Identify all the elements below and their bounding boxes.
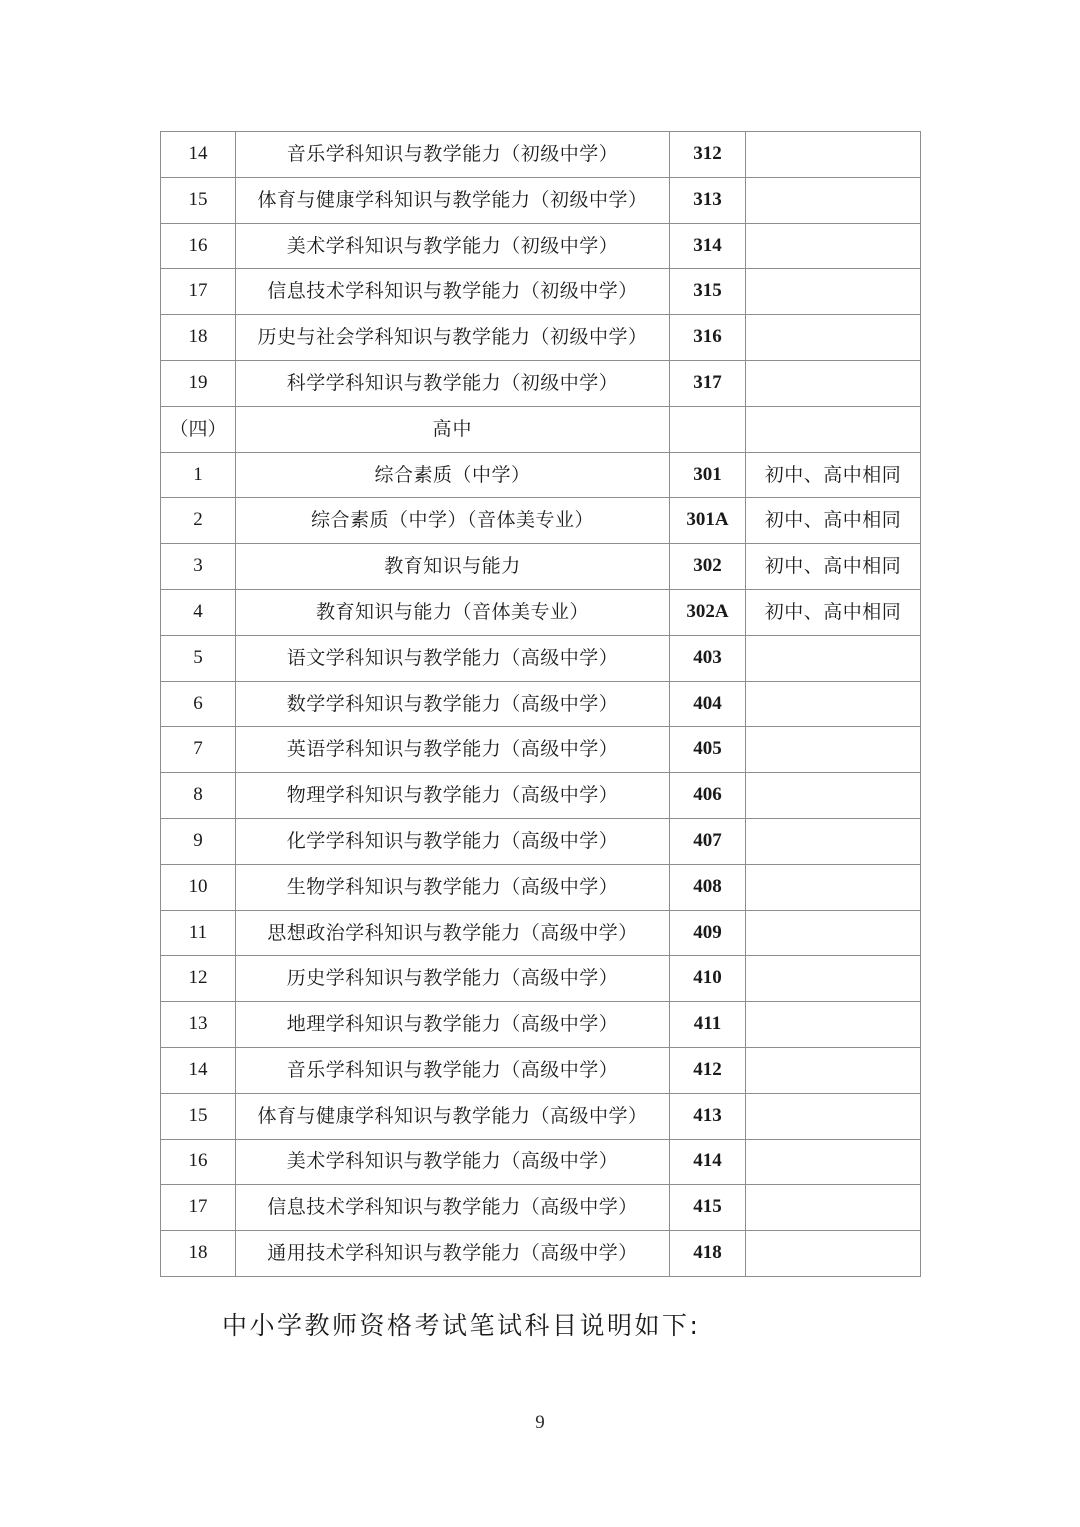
table-row	[161, 1047, 921, 1093]
table-row	[161, 910, 921, 956]
subject-note-cell	[746, 315, 921, 361]
subject-name-cell: 体育与健康学科知识与教学能力（高级中学）	[236, 1093, 670, 1139]
subject-note-cell	[746, 910, 921, 956]
subject-note-cell	[746, 956, 921, 1002]
row-index-cell: 15	[161, 177, 236, 223]
subject-code-cell: 418	[670, 1231, 746, 1277]
table-row	[161, 818, 921, 864]
row-index-cell: 10	[161, 864, 236, 910]
row-index-cell: 4	[161, 589, 236, 635]
subject-code-cell: 302A	[670, 589, 746, 635]
subject-name-cell: 综合素质（中学）（音体美专业）	[236, 498, 670, 544]
table-row	[161, 956, 921, 1002]
subject-name-cell: 音乐学科知识与教学能力（初级中学）	[236, 132, 670, 178]
row-index-cell: 18	[161, 1231, 236, 1277]
subject-code-cell: 411	[670, 1002, 746, 1048]
subject-name-cell: 通用技术学科知识与教学能力（高级中学）	[236, 1231, 670, 1277]
subject-name-cell: 教育知识与能力	[236, 544, 670, 590]
subject-name-cell: 科学学科知识与教学能力（初级中学）	[236, 360, 670, 406]
subject-code-cell: 414	[670, 1139, 746, 1185]
subject-name-cell: 美术学科知识与教学能力（高级中学）	[236, 1139, 670, 1185]
table-row	[161, 1093, 921, 1139]
subject-code-cell: 410	[670, 956, 746, 1002]
subject-code-cell: 301A	[670, 498, 746, 544]
group-index-cell: （四）	[161, 406, 236, 452]
row-index-cell: 2	[161, 498, 236, 544]
subject-name-cell: 综合素质（中学）	[236, 452, 670, 498]
table-caption: 中小学教师资格考试笔试科目说明如下:	[222, 1311, 701, 1340]
subject-name-cell: 语文学科知识与教学能力（高级中学）	[236, 635, 670, 681]
table-row	[161, 589, 921, 635]
subject-name-cell: 历史学科知识与教学能力（高级中学）	[236, 956, 670, 1002]
subject-note-cell: 初中、高中相同	[746, 589, 921, 635]
subject-name-cell: 思想政治学科知识与教学能力（高级中学）	[236, 910, 670, 956]
subject-note-cell	[746, 864, 921, 910]
subject-note-cell	[746, 773, 921, 819]
table-row	[161, 635, 921, 681]
table-row	[161, 360, 921, 406]
row-index-cell: 18	[161, 315, 236, 361]
table-row	[161, 1231, 921, 1277]
subject-name-cell: 体育与健康学科知识与教学能力（初级中学）	[236, 177, 670, 223]
table-row	[161, 681, 921, 727]
subject-note-cell	[746, 1093, 921, 1139]
subject-code-cell: 302	[670, 544, 746, 590]
subject-note-cell	[746, 635, 921, 681]
subject-name-cell: 教育知识与能力（音体美专业）	[236, 589, 670, 635]
table-row	[161, 773, 921, 819]
subject-code-cell: 404	[670, 681, 746, 727]
exam-subject-table	[160, 131, 921, 1277]
table-row	[161, 269, 921, 315]
subject-note-cell	[746, 818, 921, 864]
row-index-cell: 14	[161, 132, 236, 178]
subject-code-cell: 407	[670, 818, 746, 864]
table-row	[161, 452, 921, 498]
table-row	[161, 1002, 921, 1048]
subject-name-cell: 信息技术学科知识与教学能力（高级中学）	[236, 1185, 670, 1231]
table-row	[161, 1139, 921, 1185]
group-name-cell: 高中	[236, 406, 670, 452]
subject-code-cell: 317	[670, 360, 746, 406]
table-row	[161, 132, 921, 178]
subject-code-cell: 315	[670, 269, 746, 315]
subject-note-cell	[746, 406, 921, 452]
subject-note-cell	[746, 223, 921, 269]
page-number: 9	[535, 1412, 545, 1433]
subject-note-cell: 初中、高中相同	[746, 452, 921, 498]
subject-code-cell: 403	[670, 635, 746, 681]
subject-name-cell: 化学学科知识与教学能力（高级中学）	[236, 818, 670, 864]
subject-code-cell: 409	[670, 910, 746, 956]
subject-code-cell: 408	[670, 864, 746, 910]
row-index-cell: 15	[161, 1093, 236, 1139]
subject-code-cell: 313	[670, 177, 746, 223]
table-row	[161, 177, 921, 223]
subject-name-cell: 历史与社会学科知识与教学能力（初级中学）	[236, 315, 670, 361]
subject-code-cell: 316	[670, 315, 746, 361]
row-index-cell: 5	[161, 635, 236, 681]
row-index-cell: 16	[161, 223, 236, 269]
table-row	[161, 315, 921, 361]
subject-name-cell: 生物学科知识与教学能力（高级中学）	[236, 864, 670, 910]
subject-name-cell: 信息技术学科知识与教学能力（初级中学）	[236, 269, 670, 315]
subject-name-cell: 地理学科知识与教学能力（高级中学）	[236, 1002, 670, 1048]
table-row	[161, 1185, 921, 1231]
subject-code-cell: 301	[670, 452, 746, 498]
subject-name-cell: 英语学科知识与教学能力（高级中学）	[236, 727, 670, 773]
row-index-cell: 19	[161, 360, 236, 406]
subject-note-cell	[746, 1002, 921, 1048]
table-row	[161, 498, 921, 544]
row-index-cell: 3	[161, 544, 236, 590]
subject-code-cell: 312	[670, 132, 746, 178]
subject-code-cell: 314	[670, 223, 746, 269]
subject-code-cell: 413	[670, 1093, 746, 1139]
table-row	[161, 727, 921, 773]
row-index-cell: 6	[161, 681, 236, 727]
row-index-cell: 1	[161, 452, 236, 498]
subject-note-cell	[746, 1185, 921, 1231]
row-index-cell: 12	[161, 956, 236, 1002]
table-row	[161, 406, 921, 452]
subject-note-cell	[746, 1139, 921, 1185]
table-body	[161, 132, 921, 1277]
subject-name-cell: 数学学科知识与教学能力（高级中学）	[236, 681, 670, 727]
subject-note-cell	[746, 1047, 921, 1093]
subject-code-cell	[670, 406, 746, 452]
subject-note-cell	[746, 177, 921, 223]
subject-name-cell: 物理学科知识与教学能力（高级中学）	[236, 773, 670, 819]
row-index-cell: 7	[161, 727, 236, 773]
subject-note-cell: 初中、高中相同	[746, 498, 921, 544]
subject-code-cell: 406	[670, 773, 746, 819]
row-index-cell: 17	[161, 269, 236, 315]
row-index-cell: 16	[161, 1139, 236, 1185]
row-index-cell: 14	[161, 1047, 236, 1093]
subject-note-cell	[746, 132, 921, 178]
table-row	[161, 864, 921, 910]
row-index-cell: 9	[161, 818, 236, 864]
subject-code-cell: 415	[670, 1185, 746, 1231]
row-index-cell: 17	[161, 1185, 236, 1231]
subject-note-cell	[746, 727, 921, 773]
subject-name-cell: 美术学科知识与教学能力（初级中学）	[236, 223, 670, 269]
subject-code-cell: 405	[670, 727, 746, 773]
subject-name-cell: 音乐学科知识与教学能力（高级中学）	[236, 1047, 670, 1093]
row-index-cell: 11	[161, 910, 236, 956]
subject-code-cell: 412	[670, 1047, 746, 1093]
subject-note-cell	[746, 269, 921, 315]
table-row	[161, 544, 921, 590]
row-index-cell: 13	[161, 1002, 236, 1048]
subject-note-cell	[746, 360, 921, 406]
subject-note-cell	[746, 681, 921, 727]
row-index-cell: 8	[161, 773, 236, 819]
subject-note-cell	[746, 1231, 921, 1277]
subject-note-cell: 初中、高中相同	[746, 544, 921, 590]
table-row	[161, 223, 921, 269]
